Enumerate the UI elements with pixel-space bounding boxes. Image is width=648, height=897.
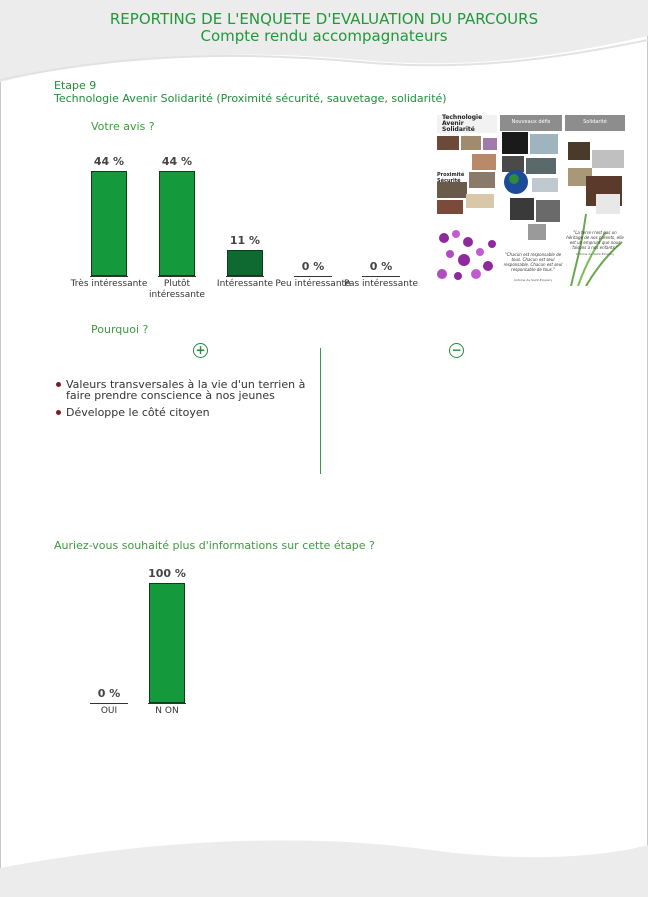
more-info-category-label: OUI — [100, 706, 118, 716]
opinion-baseline — [158, 276, 196, 277]
opinion-category-label: Peu intéressante — [275, 279, 351, 289]
report-subtitle: Compte rendu accompagnateurs — [200, 27, 448, 45]
opinion-baseline — [226, 276, 264, 277]
poster-quote-right-author: Antoine de Saint-Exupéry — [575, 252, 615, 256]
more-info-bar — [149, 583, 185, 703]
poster-col1-title: Technologie Avenir Solidarité — [442, 114, 483, 133]
poster-col2-title: Nouveaux défis — [511, 119, 551, 125]
more-info-question: Auriez-vous souhaité plus d'informations sur cette étape ? — [54, 539, 375, 552]
more-info-baseline — [90, 703, 128, 704]
positive-item: Valeurs transversales à la vie d'un terrien à faire prendre conscience à nos jeunes — [56, 379, 326, 401]
why-question: Pourquoi ? — [91, 323, 149, 336]
opinion-bar — [227, 250, 263, 276]
positive-item: Développe le côté citoyen — [56, 407, 326, 418]
opinion-category-label: Plutôt intéressante — [149, 279, 205, 300]
positives-list — [56, 379, 326, 424]
stage-heading — [54, 79, 447, 105]
opinion-bar — [159, 171, 195, 276]
opinion-value-label: 44 % — [93, 155, 125, 168]
more-info-value-label: 100 % — [148, 567, 186, 580]
poster-quote-right: "La terre n'est pas un héritage de nos parents, elle est un emprunt que nous faisons à nos enfants." — [566, 230, 624, 250]
opinion-baseline — [294, 276, 332, 277]
opinion-baseline — [90, 276, 128, 277]
opinion-value-label: 44 % — [161, 155, 193, 168]
report-title: REPORTING DE L'ENQUETE D'EVALUATION DU PARCOURS — [109, 10, 539, 28]
minus-icon: − — [449, 343, 464, 358]
plus-icon: + — [193, 343, 208, 358]
opinion-value-label: 0 % — [301, 260, 325, 273]
opinion-value-label: 0 % — [369, 260, 393, 273]
more-info-value-label: 0 % — [97, 687, 121, 700]
stage-poster — [436, 114, 626, 286]
opinion-bar — [91, 171, 127, 276]
opinion-question: Votre avis ? — [91, 120, 155, 133]
stage-number: Etape 9 — [54, 79, 97, 92]
poster-quote-center-author: Antoine de Saint-Exupéry — [513, 278, 553, 282]
poster-section-label: Proximité Sécurité — [437, 172, 465, 184]
opinion-baseline — [362, 276, 400, 277]
opinion-value-label: 11 % — [229, 234, 261, 247]
stage-name: Technologie Avenir Solidarité (Proximité sécurité, sauvetage, solidarité) — [54, 92, 447, 105]
opinion-category-label: Très intéressante — [70, 279, 148, 289]
more-info-baseline — [148, 703, 186, 704]
more-info-category-label: N ON — [155, 706, 179, 716]
opinion-category-label: Intéressante — [216, 279, 274, 289]
poster-quote-center: "Chacun est responsable de tous. Chacun est seul responsable. Chacun est seul responsable de tous." — [503, 252, 563, 272]
opinion-category-label: Pas intéressante — [343, 279, 419, 289]
poster-col3-title: Solidarité — [583, 119, 607, 125]
